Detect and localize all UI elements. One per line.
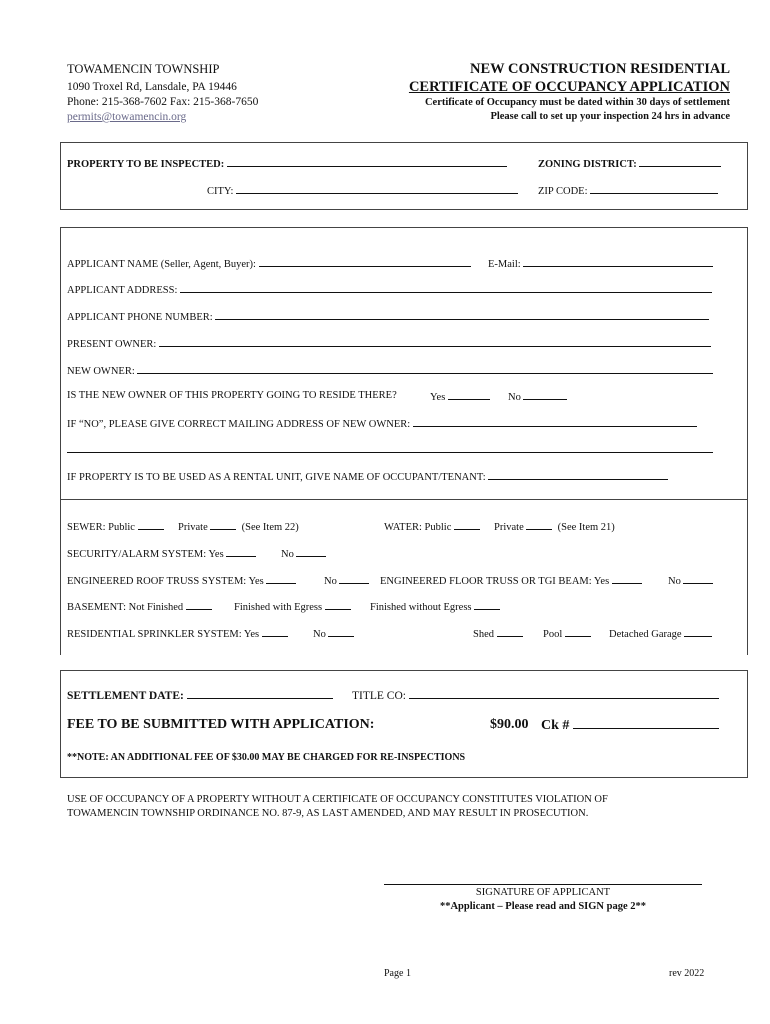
sprinkler-no-field[interactable]: No [313,627,354,640]
water-public-field[interactable]: WATER: Public [384,520,480,533]
reside-no-field[interactable]: No [508,390,567,403]
settlement-note: Certificate of Occupancy must be dated within 30 days of settlement [424,97,730,108]
floor-truss-yes-field[interactable]: ENGINEERED FLOOR TRUSS OR TGI BEAM: Yes [380,574,642,587]
revision: rev 2022 [669,968,705,979]
warning-line2: TOWAMENCIN TOWNSHIP ORDINANCE NO. 87-9, AS LAST AMENDED, AND MAY RESULT IN PROSECUTION. [67,808,589,819]
pool-field[interactable]: Pool [543,627,591,640]
basement-finished-no-egress-field[interactable]: Finished without Egress [370,600,500,613]
applicant-email-field[interactable]: E-Mail: [488,257,713,270]
detached-garage-field[interactable]: Detached Garage [609,627,712,640]
mailing-address-field[interactable]: IF “NO”, PLEASE GIVE CORRECT MAILING ADDRESS OF NEW OWNER: [67,417,697,430]
applicant-name-field[interactable]: APPLICANT NAME (Seller, Agent, Buyer): [67,257,471,270]
title-co-field[interactable]: TITLE CO: [352,689,719,702]
reside-question: IS THE NEW OWNER OF THIS PROPERTY GOING TO RESIDE THERE? [67,390,397,401]
check-number-field[interactable]: Ck # [541,717,719,734]
sewer-public-field[interactable]: SEWER: Public [67,520,164,533]
inspection-note: Please call to set up your inspection 24 hrs in advance [490,111,730,122]
property-section [60,142,748,210]
applicant-address-field[interactable]: APPLICANT ADDRESS: [67,283,712,296]
signature-label: SIGNATURE OF APPLICANT [475,887,611,898]
present-owner-field[interactable]: PRESENT OWNER: [67,337,711,350]
fee-amount: $90.00 [490,717,529,732]
security-yes-field[interactable]: SECURITY/ALARM SYSTEM: Yes [67,547,256,560]
form-title-line1: NEW CONSTRUCTION RESIDENTIAL [470,61,730,77]
roof-truss-yes-field[interactable]: ENGINEERED ROOF TRUSS SYSTEM: Yes [67,574,296,587]
form-title-line2: CERTIFICATE OF OCCUPANCY APPLICATION [408,79,730,95]
property-field[interactable]: PROPERTY TO BE INSPECTED: [67,157,507,170]
sewer-private-field[interactable]: Private (See Item 22) [178,522,299,533]
basement-finished-egress-field[interactable]: Finished with Egress [234,600,351,613]
new-owner-field[interactable]: NEW OWNER: [67,364,713,377]
city-field[interactable]: CITY: [207,184,518,197]
water-private-field[interactable]: Private (See Item 21) [494,522,615,533]
mailing-address-line2[interactable] [67,443,713,456]
org-address: 1090 Troxel Rd, Lansdale, PA 19446 [67,81,237,93]
roof-truss-no-field[interactable]: No [324,574,369,587]
basement-not-finished-field[interactable]: BASEMENT: Not Finished [67,600,212,613]
zip-field[interactable]: ZIP CODE: [538,184,718,197]
signature-line[interactable] [384,884,702,885]
shed-field[interactable]: Shed [473,627,523,640]
floor-truss-no-field[interactable]: No [668,574,713,587]
org-email-link[interactable]: permits@towamencin.org [67,111,187,123]
security-no-field[interactable]: No [281,547,326,560]
page-number: Page 1 [384,968,411,979]
zoning-field[interactable]: ZONING DISTRICT: [538,157,721,170]
systems-right-border [747,500,748,655]
reside-yes-field[interactable]: Yes [430,390,490,403]
org-name: TOWAMENCIN TOWNSHIP [67,62,220,76]
reinspection-note: **NOTE: AN ADDITIONAL FEE OF $30.00 MAY BE CHARGED FOR RE-INSPECTIONS [67,752,466,763]
systems-left-border [60,500,61,655]
rental-tenant-field[interactable]: IF PROPERTY IS TO BE USED AS A RENTAL UNIT, GIVE NAME OF OCCUPANT/TENANT: [67,470,668,483]
settlement-date-field[interactable]: SETTLEMENT DATE: [67,689,333,702]
applicant-phone-field[interactable]: APPLICANT PHONE NUMBER: [67,310,709,323]
warning-line1: USE OF OCCUPANCY OF A PROPERTY WITHOUT A CERTIFICATE OF OCCUPANCY CONSTITUTES VIOLATION OF [67,794,608,805]
org-phone-fax: Phone: 215-368-7602 Fax: 215-368-7650 [67,96,259,108]
fee-label: FEE TO BE SUBMITTED WITH APPLICATION: [67,717,375,732]
signature-note: **Applicant – Please read and SIGN page 2** [439,901,647,912]
sprinkler-yes-field[interactable]: RESIDENTIAL SPRINKLER SYSTEM: Yes [67,627,288,640]
